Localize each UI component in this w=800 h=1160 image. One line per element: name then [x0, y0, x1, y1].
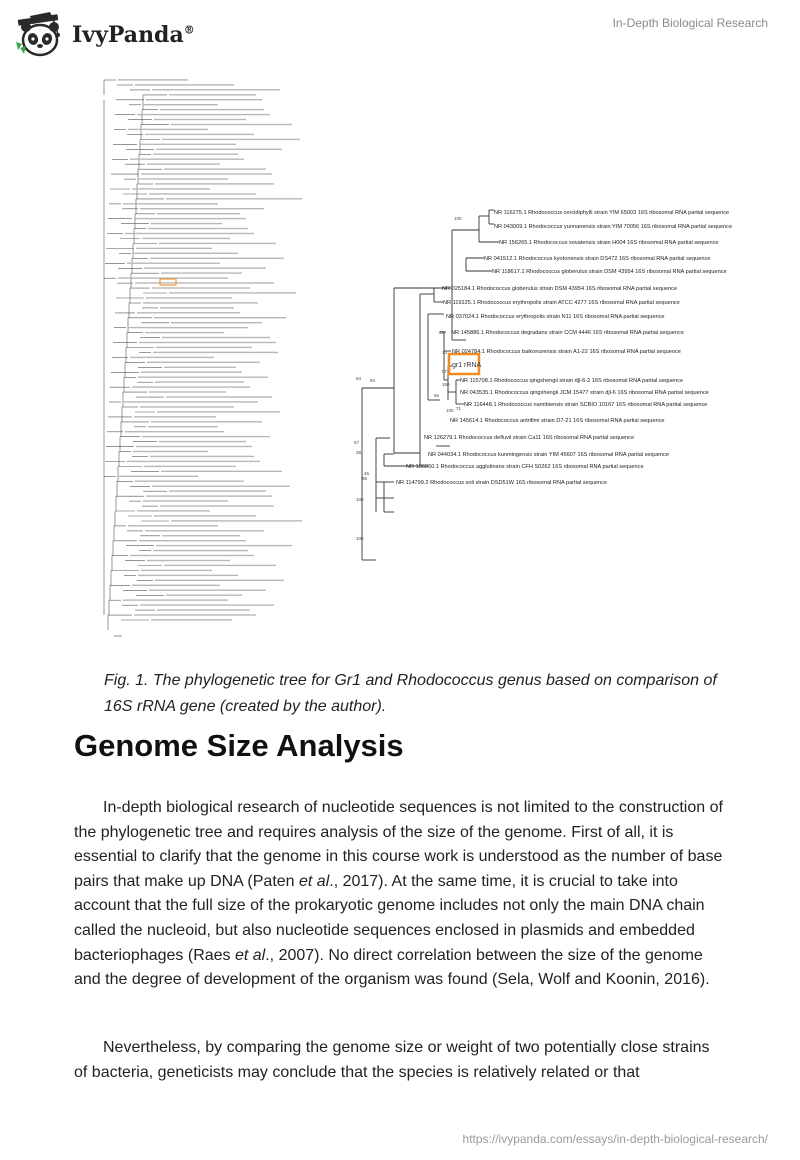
bootstrap-value: 38 — [356, 450, 362, 455]
full-tree-leaf-label — [157, 213, 240, 214]
zoom-tree-leaf-label: NR 136860.1 Rhodococcus agglutinans strain CFH S0262 16S ribosomal RNA partial sequence — [406, 464, 644, 470]
bootstrap-value: 45 — [364, 471, 370, 476]
full-tree-leaf-label — [156, 149, 282, 150]
zoom-tree-leaf-label: NR 119125.1 Rhodococcus erythropolis strain ATCC 4277 16S ribosomal RNA partial sequence — [443, 300, 680, 306]
full-tree-leaf-label — [160, 307, 234, 308]
full-tree-leaf-label — [161, 272, 242, 273]
zoom-tree-leaf-label: NR 145614.1 Rhodococcus antrifimi strain D7-21 16S ribosomal RNA partial sequence — [450, 418, 665, 424]
full-tree-leaf-label — [146, 495, 272, 496]
full-tree-leaf-label — [141, 173, 272, 174]
full-tree-leaf-label — [145, 530, 264, 531]
full-tree-leaf-label — [132, 188, 210, 189]
full-tree-leaf-label — [148, 228, 248, 229]
full-tree-leaf-label — [147, 362, 260, 363]
full-tree-leaf-label — [144, 466, 236, 467]
full-tree-leaf-label — [137, 312, 240, 313]
zoom-tree-leaf-label: NR 116275.1 Rhodococcus cercidiphylli strain YIM 65003 16S ribosomal RNA partial sequence — [494, 210, 730, 216]
bootstrap-value: 100 — [356, 497, 364, 502]
full-tree-leaf-label — [135, 481, 244, 482]
full-tree-leaf-label — [136, 446, 252, 447]
full-tree-leaf-label — [155, 381, 244, 382]
full-tree-leaf-label — [128, 327, 248, 328]
bootstrap-value: 55 — [434, 393, 440, 398]
full-tree-leaf-label — [139, 144, 236, 145]
bootstrap-value: 97 — [442, 369, 448, 374]
full-tree-leaf-label — [143, 500, 228, 501]
zoom-tree-leaf-label: NR 114799.2 Rhodococcus soli strain DSD51W 16S ribosomal RNA partial sequence — [396, 480, 608, 486]
full-tree-leaf-label — [169, 292, 296, 293]
full-tree-leaf-label — [155, 183, 274, 184]
document-title: In-Depth Biological Research — [612, 16, 768, 30]
zoom-tree-leaf-label: NR 043009.1 Rhodococcus yunnanensis strain YIM 70056 16S ribosomal RNA partial sequence — [494, 224, 733, 230]
bootstrap-value: 63 — [439, 330, 445, 335]
bootstrap-value: 71 — [456, 406, 462, 411]
full-tree-leaf-label — [140, 406, 234, 407]
full-tree-leaf-label — [133, 451, 208, 452]
full-tree-leaf-label — [133, 253, 238, 254]
full-tree-leaf-label — [135, 282, 274, 283]
full-tree-leaf-label — [149, 391, 226, 392]
full-tree-leaf-label — [128, 525, 218, 526]
full-tree-leaf-label — [155, 580, 284, 581]
full-tree-leaf-label — [157, 609, 250, 610]
full-tree-leaf-label — [143, 302, 258, 303]
full-tree-leaf-label — [161, 471, 282, 472]
full-tree-leaf-label — [160, 109, 264, 110]
bootstrap-value: 100 — [356, 536, 364, 541]
full-tree-leaf-label — [132, 585, 220, 586]
full-tree-leaf-label — [160, 505, 274, 506]
full-tree-leaf-label — [154, 119, 246, 120]
full-tree-leaf-label — [138, 575, 238, 576]
full-tree-leaf-label — [141, 570, 212, 571]
full-tree-leaf-label — [139, 342, 276, 343]
full-tree-gr1-marker — [160, 279, 176, 285]
full-tree-leaf-label — [140, 604, 274, 605]
full-tree-leaf-label — [162, 535, 240, 536]
full-tree-leaf-label — [166, 595, 242, 596]
zoom-tree-leaf-label: NR 024784.1 Rhodococcus baikonurensis strain A1-22 16S ribosomal RNA partial sequence — [452, 349, 681, 355]
brand-name: IvyPanda® — [72, 22, 195, 48]
full-tree-leaf-label — [148, 426, 218, 427]
full-tree-leaf-label — [146, 297, 232, 298]
full-tree-leaf-label — [128, 129, 208, 130]
phylogenetic-tree-image — [94, 70, 733, 640]
zoom-tree-leaf-label: NR 145886.1 Rhodococcus degradans strain CCM 4446 16S ribosomal RNA partial sequence — [451, 330, 684, 336]
full-tree-leaf-label — [142, 436, 270, 437]
bootstrap-value: 100 — [446, 408, 454, 413]
bootstrap-value: 73 — [442, 350, 448, 355]
full-tree-leaf-label — [125, 233, 254, 234]
full-tree-leaf-label — [157, 411, 280, 412]
full-tree-leaf-label — [154, 317, 286, 318]
full-tree-leaf-label — [118, 476, 198, 477]
zoom-tree-leaf-label: NR 037024.1 Rhodococcus erythropolis strain N11 16S ribosomal RNA partial sequence — [446, 314, 665, 320]
bootstrap-value: 54 — [356, 376, 362, 381]
full-tree-leaf-label — [134, 416, 216, 417]
full-tree-leaf-label — [142, 238, 230, 239]
full-tree-leaf-label — [123, 203, 218, 204]
full-tree-leaf-label — [152, 486, 290, 487]
full-tree-leaf-label — [139, 540, 246, 541]
full-tree-leaf-label — [153, 154, 238, 155]
phylogenetic-tree-figure — [94, 70, 733, 640]
full-tree-leaf-label — [166, 198, 302, 199]
panda-logo-icon — [14, 12, 66, 58]
brand-logo[interactable] — [14, 12, 195, 58]
full-tree-leaf-label — [159, 441, 246, 442]
full-tree-leaf-label — [169, 94, 256, 95]
zoom-tree-leaf-label: NR 118617.1 Rhodococcus globerulus strain DSM 43954 16S ribosomal RNA partial sequence — [492, 269, 727, 275]
full-tree-leaf-label — [154, 515, 256, 516]
full-tree-leaf-label — [145, 134, 254, 135]
zoom-tree-leaf-label: NR 156265.1 Rhodococcus sovatensis strain H004 16S ribosomal RNA partial sequence — [499, 240, 719, 246]
full-tree-leaf-label — [144, 268, 266, 269]
full-tree-leaf-label — [166, 396, 272, 397]
full-tree-leaf-label — [147, 560, 230, 561]
bootstrap-value: 100 — [442, 382, 450, 387]
full-tree-leaf-label — [150, 456, 254, 457]
zoom-tree-leaf-label: NR 115708.1 Rhodococcus qingshengii strain djl-6-2 16S ribosomal RNA partial sequence — [460, 378, 684, 384]
bootstrap-value: 100 — [454, 216, 462, 221]
full-tree-leaf-label — [171, 322, 262, 323]
full-tree-leaf-label — [151, 619, 232, 620]
full-tree-leaf-label — [134, 218, 246, 219]
full-tree-leaf-label — [135, 84, 234, 85]
bootstrap-value: 96 — [362, 476, 368, 481]
full-tree-leaf-label — [137, 114, 270, 115]
bootstrap-values — [354, 216, 462, 541]
full-tree-leaf-label — [162, 337, 270, 338]
full-tree-labels — [118, 79, 302, 620]
bootstrap-value: 67 — [354, 440, 360, 445]
figure-caption-text: Fig. 1. The phylogenetic tree for Gr1 and Rhodococcus genus based on comparison of 16S rRNA gene (created by the author). — [104, 672, 717, 715]
footer-url[interactable]: https://ivypanda.com/essays/in-depth-biological-research/ — [462, 1132, 768, 1146]
zoom-tree-leaf-label: NR 126279.1 Rhodococcus defluvii strain Ca11 16S ribosomal RNA partial sequence — [424, 435, 635, 441]
full-tree-leaf-label — [130, 357, 214, 358]
full-tree-leaf-label — [159, 243, 276, 244]
figure-caption — [74, 668, 734, 720]
full-tree-leaf-label — [164, 367, 236, 368]
paragraph-2: Nevertheless, by comparing the genome size or weight of two potentially close strains of bacteria, geneticists may conclude that the species is relatively related or that — [74, 1039, 710, 1081]
full-tree-leaf-label — [156, 347, 252, 348]
full-tree-leaf-label — [156, 545, 292, 546]
full-tree-leaf-label — [127, 263, 220, 264]
page-header — [0, 0, 800, 70]
zoom-tree-leaf-label: NR 025184.1 Rhodococcus globerulus strain DSM 43954 16S ribosomal RNA partial sequence — [442, 286, 678, 292]
zoom-tree-leaf-label: NR 116448.1 Rhodococcus namibiensis strain SCBIO 10167 16S ribosomal RNA partial sequence — [464, 402, 708, 408]
paragraph-1: In-depth biological research of nucleotide sequences is not limited to the construction of the phylogenetic tree and requires analysis of the size of the genome. First of all, it is essential to clarify that the genome in this course work is understood as the number of base pairs that make up DNA (Paten et al., 2017). At the same time, it is crucial to take into account that the full size of the prokaryotic genome includes not only the main DNA chain called the nucleoid, but also nucleotide sequences enclosed in plasmids and embedded bacteriophages (Raes et al., 2007). No direct correlation between the size of the genome and the degree of development of the organism was found (Sela, Wolf and Koonin, 2016). — [74, 799, 723, 989]
full-tree-leaf-label — [138, 178, 228, 179]
full-tree-leaf-label — [147, 163, 220, 164]
full-tree-leaf-label — [125, 431, 224, 432]
full-tree-leaf-label — [130, 555, 254, 556]
full-tree-leaf-label — [134, 614, 256, 615]
full-tree-leaf-label — [149, 193, 256, 194]
full-tree-leaf-label — [150, 258, 284, 259]
full-tree-leaf-label — [149, 590, 266, 591]
zoom-tree-leaf-label: NR 041512.1 Rhodococcus kyotonensis strain DS472 16S ribosomal RNA partial sequence — [484, 256, 711, 262]
full-tree-leaf-label — [151, 223, 222, 224]
full-tree-leaf-label — [130, 159, 244, 160]
full-tree-leaf-label — [141, 372, 242, 373]
gr1-highlight-label: gr1 rRNA — [452, 362, 482, 369]
full-tree-leaf-label — [152, 89, 280, 90]
full-tree-leaf-label — [123, 599, 228, 600]
full-tree-leaf-label — [164, 168, 266, 169]
full-tree-leaf-label — [145, 332, 224, 333]
full-tree-leaf-label — [140, 208, 264, 209]
full-tree-leaf-label — [153, 352, 278, 353]
full-tree-leaf-label — [171, 520, 302, 521]
zoom-tree-leaf-label: NR 044034.1 Rhodococcus kunmingensis strain YIM 45607 16S ribosomal RNA partial sequence — [428, 452, 669, 458]
full-tree-leaf-label — [162, 139, 300, 140]
full-tree-leaf-label — [171, 124, 292, 125]
full-tree-leaf-label — [136, 248, 212, 249]
zoom-tree-leaf-label: NR 043535.1 Rhodococcus qingshengii JCM 15477 strain djl-6 16S ribosomal RNA partial sequence — [460, 390, 709, 396]
full-tree-leaf-label — [151, 421, 262, 422]
full-tree-leaf-label — [138, 377, 268, 378]
full-tree-leaf-label — [164, 565, 276, 566]
section-heading: Genome Size Analysis — [74, 728, 404, 763]
full-tree-leaf-label — [118, 79, 188, 80]
full-tree-leaf-label — [127, 461, 260, 462]
full-tree-leaf-label — [137, 510, 210, 511]
full-tree-leaf-label — [153, 550, 248, 551]
full-tree — [104, 80, 169, 630]
zoom-tree — [362, 210, 499, 560]
full-tree-leaf-label — [132, 386, 250, 387]
full-tree-leaf-label — [146, 99, 262, 100]
full-tree-leaf-label — [143, 104, 218, 105]
full-tree-leaf-label — [123, 401, 258, 402]
zoom-tree-labels — [396, 210, 732, 486]
full-tree-leaf-label — [169, 490, 266, 491]
bootstrap-value: 94 — [370, 378, 376, 383]
full-tree-leaf-label — [152, 287, 250, 288]
